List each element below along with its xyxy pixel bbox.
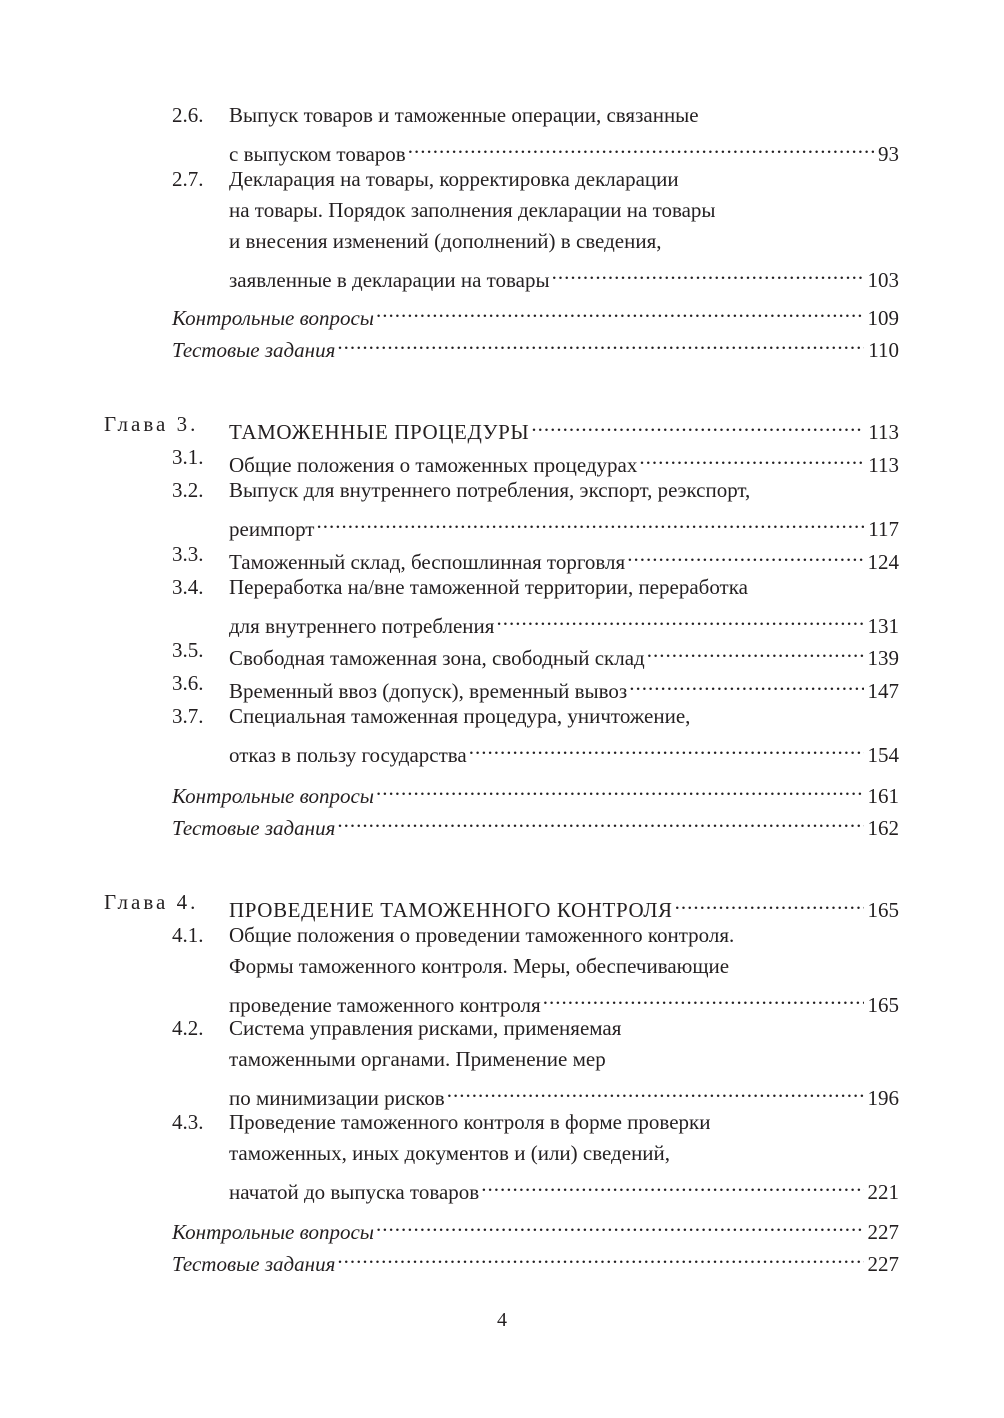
page-ref: 109 [867,306,899,330]
page-ref: 154 [867,743,899,767]
dot-leader [447,1075,864,1105]
section-title-last-line [229,982,899,1017]
page-ref: 162 [867,816,899,840]
dot-leader [376,295,863,325]
entry-label: Тестовые задания [172,1252,336,1276]
page-ref: 103 [867,268,899,292]
entry-label: Контрольные вопросы [172,784,375,808]
section-title-text: проведение таможенного контроля [229,993,541,1017]
page-ref: 227 [867,1252,899,1276]
section-title-text: Временный ввоз (допуск), временный вывоз [229,679,628,703]
section-title-last-line [229,603,899,638]
entry-label: Контрольные вопросы [172,306,375,330]
page-ref: 113 [868,420,899,444]
toc-entry-control-questions[interactable] [172,1209,899,1244]
section-title-line: таможенных, иных документов и (или) сведений, [229,1141,671,1165]
section-title-line: Проведение таможенного контроля в форме проверки [229,1110,711,1134]
section-number: 3.6. [172,671,204,695]
section-number: 3.4. [172,575,204,599]
section-title-last-line [229,539,899,574]
section-title-text: с выпуском товаров [229,142,406,166]
dot-leader [376,773,863,803]
chapter-title: ПРОВЕДЕНИЕ ТАМОЖЕННОГО КОНТРОЛЯ [229,898,673,922]
dot-leader [337,805,863,835]
dot-leader [408,131,874,161]
section-title-text: отказ в пользу государства [229,743,467,767]
section-title-line: Выпуск товаров и таможенные операции, связанные [229,103,699,127]
toc-entry-test-tasks[interactable] [172,1241,899,1276]
dot-leader [337,327,864,357]
section-title-text: для внутреннего потребления [229,614,495,638]
section-title-last-line [229,506,899,541]
dot-leader [639,442,864,472]
section-title-last-line [229,442,899,477]
section-title-text: Общие положения о таможенных процедурах [229,453,638,477]
page-ref: 110 [868,338,899,362]
entry-label: Контрольные вопросы [172,1220,375,1244]
section-title-line: и внесения изменений (дополнений) в сведения, [229,229,662,253]
page-ref: 113 [868,453,899,477]
section-title-line: Выпуск для внутреннего потребления, экспорт, реэкспорт, [229,478,751,502]
section-title-line: Специальная таможенная процедура, уничтожение, [229,704,691,728]
page-ref: 147 [867,679,899,703]
page-ref: 131 [867,614,899,638]
chapter-title-line [229,409,899,444]
dot-leader [627,539,863,569]
section-title-last-line [229,257,899,292]
chapter-title-line [229,887,899,922]
section-title-last-line [229,635,899,670]
dot-leader [531,409,864,439]
section-title-line: Формы таможенного контроля. Меры, обеспечивающие [229,954,730,978]
section-number: 4.2. [172,1016,204,1040]
section-number: 2.6. [172,103,204,127]
entry-label: Тестовые задания [172,816,336,840]
page-ref: 117 [868,517,899,541]
section-number: 3.2. [172,478,204,502]
dot-leader [496,603,863,633]
section-title-text: реимпорт [229,517,315,541]
toc-entry-control-questions[interactable] [172,295,899,330]
dot-leader [376,1209,863,1239]
dot-leader [317,506,865,536]
dot-leader [481,1169,863,1199]
page-ref: 124 [867,550,899,574]
page-ref: 221 [867,1180,899,1204]
entry-label: Тестовые задания [172,338,336,362]
section-title-line: Система управления рисками, применяемая [229,1016,622,1040]
page-ref: 93 [878,142,899,166]
toc-entry-test-tasks[interactable] [172,327,899,362]
page-ref: 196 [867,1086,899,1110]
section-title-text: заявленные в декларации на товары [229,268,550,292]
page-ref: 227 [867,1220,899,1244]
section-title-text: Таможенный склад, беспошлинная торговля [229,550,626,574]
section-title-line: Общие положения о проведении таможенного контроля. [229,923,735,947]
toc-entry-test-tasks[interactable] [172,805,899,840]
section-number: 4.3. [172,1110,204,1134]
dot-leader [543,982,864,1012]
section-number: 4.1. [172,923,204,947]
section-title-line: таможенными органами. Применение мер [229,1047,606,1071]
section-title-text: начатой до выпуска товаров [229,1180,480,1204]
dot-leader [647,635,864,665]
section-title-last-line [229,668,899,703]
section-title-line: Переработка на/вне таможенной территории, переработка [229,575,748,599]
page-ref: 161 [867,784,899,808]
chapter-title: ТАМОЖЕННЫЕ ПРОЦЕДУРЫ [229,420,530,444]
section-number: 2.7. [172,167,204,191]
dot-leader [469,732,864,762]
section-number: 3.1. [172,445,204,469]
page-ref: 165 [867,898,899,922]
section-title-last-line [229,732,899,767]
page-ref: 165 [867,993,899,1017]
toc-entry-control-questions[interactable] [172,773,899,808]
chapter-label: Глава 3. [104,412,199,436]
dot-leader [629,668,863,698]
section-number: 3.3. [172,542,204,566]
dot-leader [337,1241,863,1271]
section-title-text: по минимизации рисков [229,1086,445,1110]
dot-leader [675,887,864,917]
chapter-label: Глава 4. [104,890,199,914]
section-title-line: на товары. Порядок заполнения декларации на товары [229,198,716,222]
dot-leader [552,257,864,287]
page-number: 4 [497,1309,507,1331]
section-number: 3.7. [172,704,204,728]
page-ref: 139 [867,646,899,670]
section-title-last-line [229,1169,899,1204]
section-title-text: Свободная таможенная зона, свободный склад [229,646,645,670]
section-title-line: Декларация на товары, корректировка декларации [229,167,679,191]
section-number: 3.5. [172,638,204,662]
section-title-last-line [229,1075,899,1110]
section-title-last-line [229,131,899,166]
